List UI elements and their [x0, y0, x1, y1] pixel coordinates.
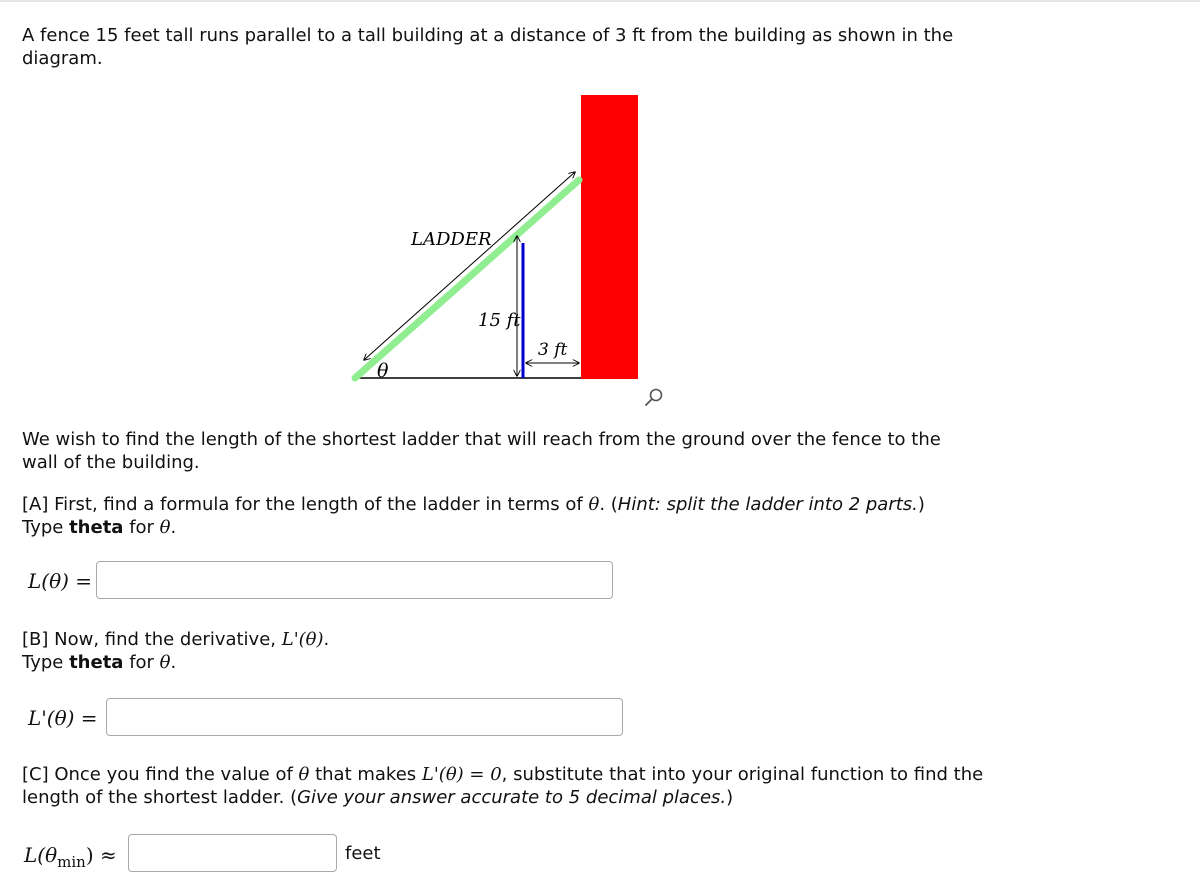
building-wall — [581, 95, 638, 379]
part-a-theta-word: theta — [69, 517, 124, 538]
part-b-instructions — [22, 628, 722, 674]
angle-theta-label: θ — [377, 360, 389, 382]
ladder-label: LADDER — [411, 229, 492, 250]
part-c-line1-end: , substitute that into your original function to find the — [501, 764, 984, 785]
part-a-line1-prefix: [A] First, find a formula for the length of the ladder in terms of — [22, 494, 589, 515]
part-b-line1-prefix: [B] Now, find the derivative, — [22, 629, 282, 650]
part-b-line2-mid: for — [123, 652, 160, 673]
part-a-line2-end: . — [170, 517, 177, 538]
ladder-fence-diagram — [340, 90, 670, 400]
magnify-icon[interactable] — [643, 387, 665, 409]
part-a-line2-prefix: Type — [22, 517, 70, 538]
part-b-line2-prefix: Type — [22, 652, 70, 673]
part-b-derivative: L'(θ) — [281, 629, 324, 650]
part-a-instructions — [22, 493, 1022, 539]
top-divider — [0, 0, 1200, 2]
part-c-line2-end: ) — [726, 787, 734, 808]
part-a-period: . ( — [599, 494, 618, 515]
part-c-line1-mid: that makes — [309, 764, 422, 785]
part-b-line1-end: . — [323, 629, 330, 650]
fence-height-label: 15 ft — [478, 310, 521, 331]
part-a-hint: Hint: split the ladder into 2 parts. — [617, 494, 918, 515]
problem-intro: A fence 15 feet tall runs parallel to a tall building at a distance of 3 ft from the building as shown in the diagram. — [22, 25, 954, 69]
task-statement: We wish to find the length of the shortest ladder that will reach from the ground over the fence to the wall of the building. — [22, 429, 941, 473]
part-a-label: L(θ) = — [28, 569, 93, 593]
part-c-label-sub: min — [57, 853, 86, 871]
part-c-label — [24, 843, 117, 874]
part-b-answer-input[interactable] — [106, 698, 623, 736]
part-a-close: ) — [917, 494, 925, 515]
part-c-label-main: L(θ — [24, 843, 58, 867]
part-c-label-end: ) ≈ — [85, 843, 117, 867]
part-a-theta: θ — [588, 494, 600, 515]
ladder-dimension-arrow — [364, 172, 575, 360]
part-c-instruction: Give your answer accurate to 5 decimal places. — [297, 787, 727, 808]
part-a-line2-mid: for — [123, 517, 160, 538]
part-c-unit: feet — [345, 843, 381, 864]
part-b-line2-end: . — [170, 652, 177, 673]
part-c-answer-input[interactable] — [128, 834, 337, 872]
part-b-theta: θ — [159, 652, 171, 673]
part-c-line1-prefix: [C] Once you find the value of — [22, 764, 299, 785]
part-b-theta-word: theta — [69, 652, 124, 673]
part-c-instructions — [22, 763, 1022, 809]
part-c-line2-prefix: length of the shortest ladder. ( — [22, 787, 298, 808]
gap-label: 3 ft — [538, 340, 568, 360]
part-c-derivative-eq: L'(θ) = 0 — [421, 764, 502, 785]
part-a-answer-input[interactable] — [96, 561, 613, 599]
part-a-theta-2: θ — [159, 517, 171, 538]
part-c-theta: θ — [298, 764, 310, 785]
part-b-label: L'(θ) = — [28, 706, 98, 730]
